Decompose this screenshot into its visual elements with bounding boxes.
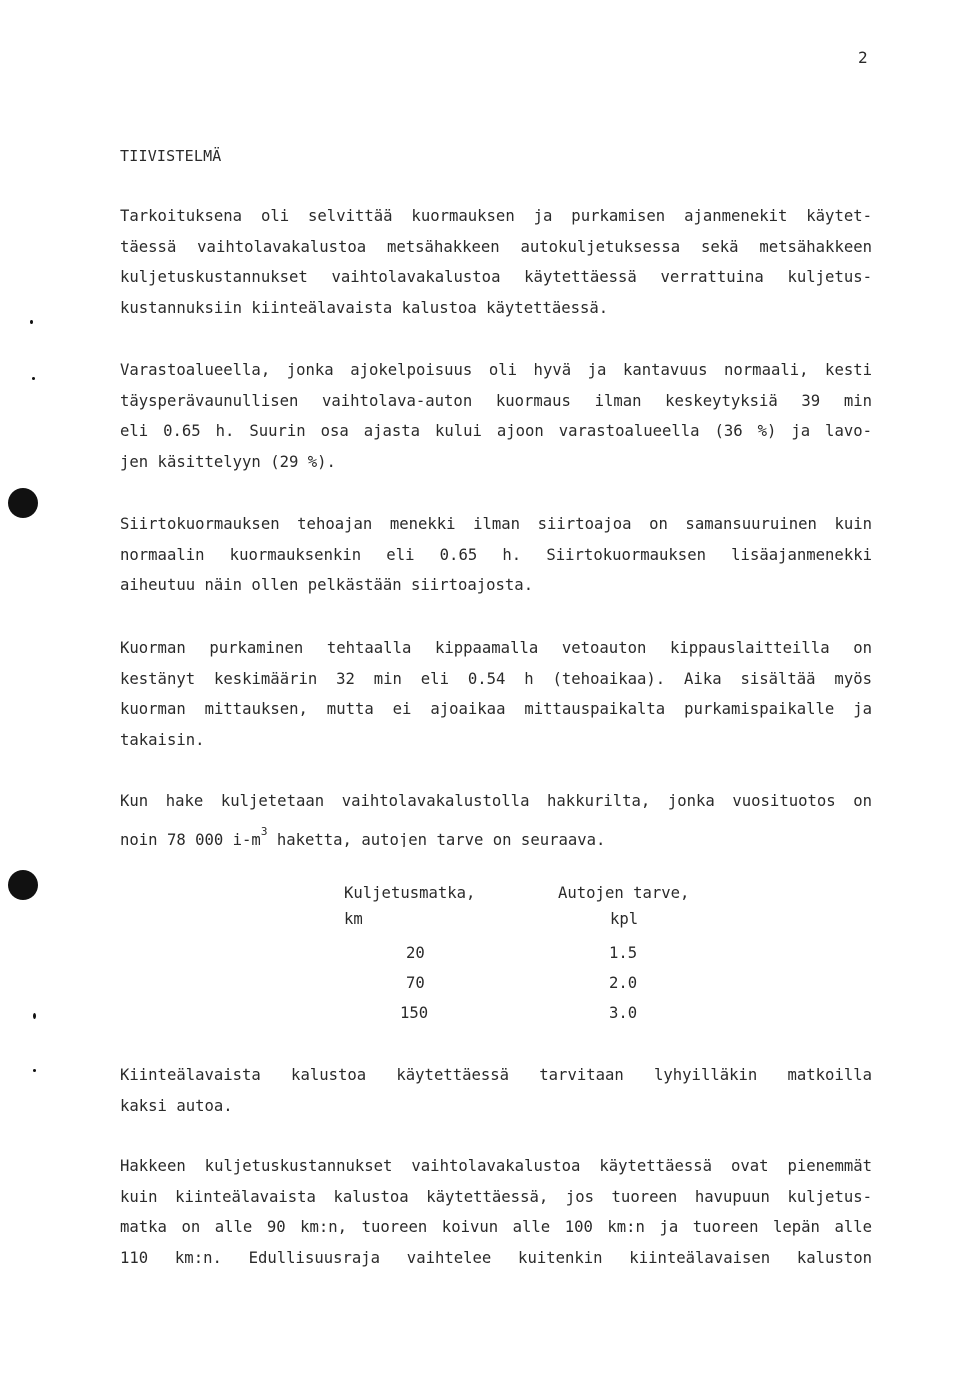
table-header-trucks <box>558 880 728 932</box>
table-cell: 70 <box>406 974 425 992</box>
scan-speck <box>33 1013 36 1019</box>
text-line: kestänyt keskimäärin 32 min eli 0.54 h (tehoaikaa). Aika sisältää myös <box>120 669 872 688</box>
text-line: Kiinteälavaista kalustoa käytettäessä tarvitaan lyhyilläkin matkoilla <box>120 1066 872 1084</box>
table-cell: 150 <box>400 1004 429 1022</box>
text-line: normaalin kuormauksenkin eli 0.65 h. Siirtokuormauksen lisäajanmenekki <box>120 545 872 564</box>
text-line: takaisin. <box>120 730 205 749</box>
paragraph-costs <box>120 1151 872 1273</box>
text-line: kuljetuskustannukset vaihtolavakalustoa käytettäessä verrattuina kuljetus- <box>120 268 872 286</box>
paragraph-fixed-body <box>120 1060 872 1121</box>
superscript: 3 <box>260 824 268 838</box>
text-line: Tarkoituksena oli selvittää kuormauksen ja purkamisen ajanmenekit käytet- <box>120 207 872 225</box>
table-cell: 3.0 <box>609 1004 638 1022</box>
text-line: kaksi autoa. <box>120 1096 233 1115</box>
text-line: kustannuksiin kiinteälavaista kalustoa käytettäessä. <box>120 298 609 317</box>
punch-hole-mark <box>8 870 38 900</box>
paragraph-purpose <box>120 201 872 323</box>
text-line: Kuorman purkaminen tehtaalla kippaamalla vetoauton kippauslaitteilla on <box>120 639 872 657</box>
page-title: TIIVISTELMÄ <box>120 147 222 165</box>
paragraph-unloading <box>120 633 872 755</box>
table-header-distance <box>344 880 514 932</box>
text-line: Varastoalueella, jonka ajokelpoisuus oli hyvä ja kantavuus normaali, kesti <box>120 361 872 379</box>
scan-speck <box>33 1069 36 1072</box>
text-line: Hakkeen kuljetuskustannukset vaihtolavakalustoa käytettäessä ovat pienemmät <box>120 1157 872 1175</box>
scan-speck <box>32 377 35 380</box>
text-line: kuorman mittauksen, mutta ei ajoaikaa mittauspaikalta purkamispaikalle ja <box>120 700 872 718</box>
paragraph-loading <box>120 355 872 477</box>
text-line: aiheutuu näin ollen pelkästään siirtoajosta. <box>120 576 534 594</box>
header-label: Autojen tarve, <box>558 884 690 902</box>
header-unit: kpl <box>610 910 639 928</box>
table-cell: 1.5 <box>609 944 638 962</box>
text-line: eli 0.65 h. Suurin osa ajasta kului ajoon varastoalueella (36 %) ja lavo- <box>120 422 872 440</box>
table-cell: 20 <box>406 944 425 962</box>
text-line: kuin kiinteälavaista kalustoa käytettäessä, jos tuoreen havupuun kuljetus- <box>120 1187 872 1206</box>
text-line: 110 km:n. Edullisuusraja vaihtelee kuitenkin kiinteälavaisen kaluston <box>120 1248 872 1267</box>
text-line: matka on alle 90 km:n, tuoreen koivun alle 100 km:n ja tuoreen lepän alle <box>120 1218 872 1236</box>
page-number: 2 <box>858 48 868 67</box>
text-line <box>120 817 872 848</box>
text-fragment: noin 78 000 i-m <box>120 830 261 847</box>
text-fragment: haketta, autojen tarve on seuraava. <box>267 830 606 847</box>
header-label: Kuljetusmatka, <box>344 884 476 902</box>
paragraph-transfer-loading <box>120 509 872 601</box>
text-line: täessä vaihtolavakalustoa metsähakkeen autokuljetuksessa sekä metsähakkeen <box>120 237 872 256</box>
text-line: täysperävaunullisen vaihtolava-auton kuormaus ilman keskeytyksiä 39 min <box>120 391 872 410</box>
scan-speck <box>30 320 33 324</box>
text-line: Siirtokuormauksen tehoajan menekki ilman siirtoajoa on samansuuruinen kuin <box>120 515 872 533</box>
punch-hole-mark <box>8 488 38 518</box>
text-line: jen käsittelyyn (29 %). <box>120 452 336 471</box>
table-cell: 2.0 <box>609 974 638 992</box>
paragraph-truck-need <box>120 786 872 847</box>
text-line: Kun hake kuljetetaan vaihtolavakalustolla hakkurilta, jonka vuosituotos on <box>120 792 872 810</box>
header-unit: km <box>344 910 363 928</box>
